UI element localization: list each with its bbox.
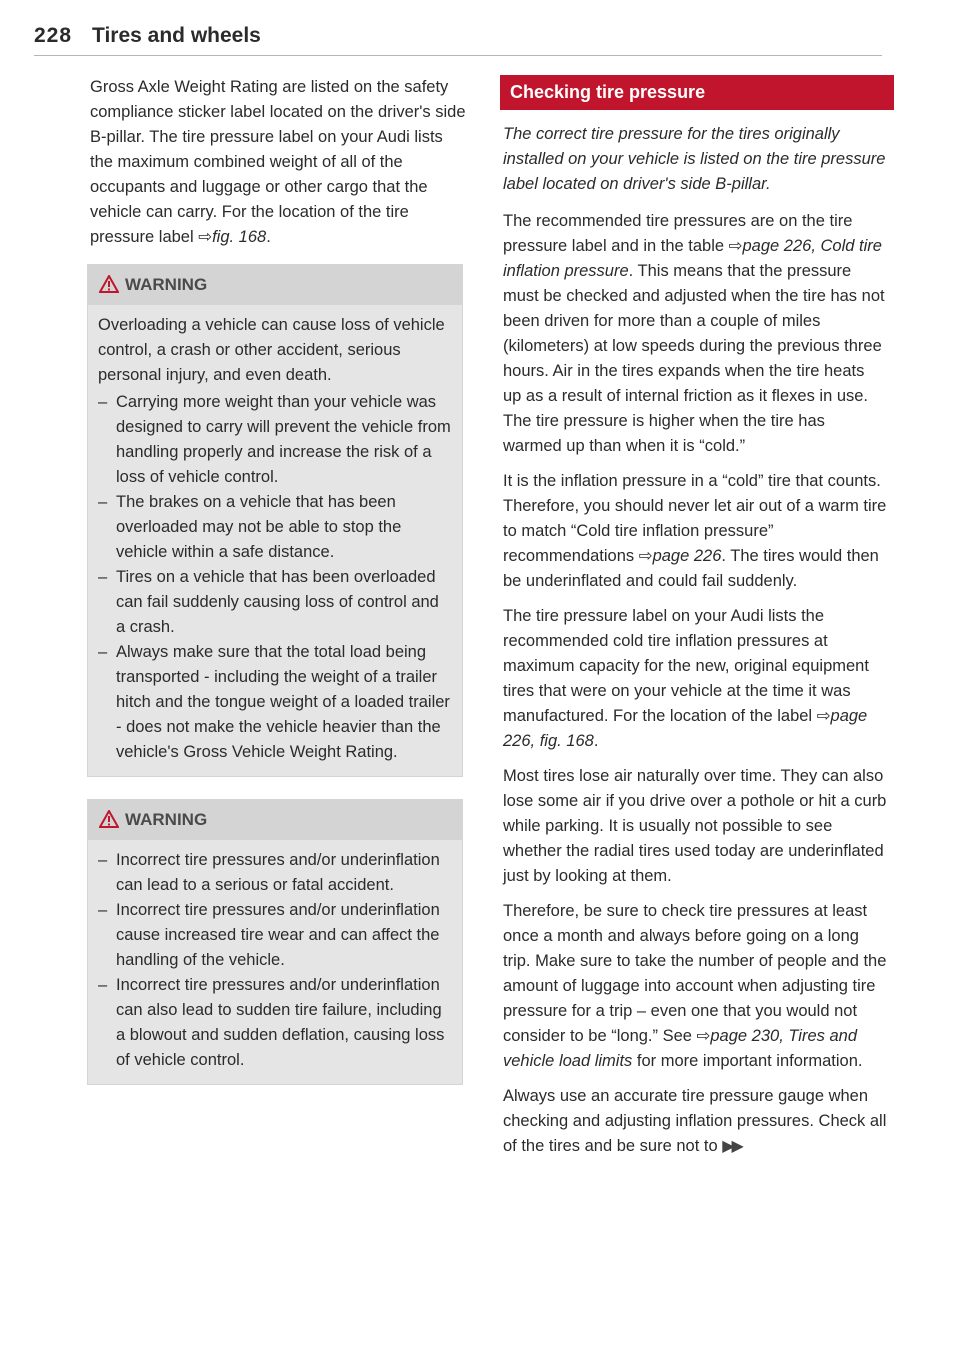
section-title: Checking tire pressure xyxy=(500,75,894,110)
arrow-right-icon: ⇨ xyxy=(696,1027,711,1045)
cross-reference-link[interactable]: ⇨page 226, Cold tire inflation pressure xyxy=(503,237,882,280)
list-item: – Always make sure that the total load being transported - including the weight of a trailer hitch and the tongue weight of a loaded trailer - does not make the vehicle heavier than the vehicle's Gross Vehicle Weight Rating. xyxy=(98,643,450,761)
body-paragraph: Always use an accurate tire pressure gauge when checking and adjusting inflation pressures. Check all of the tires and be sure not to ▶▶ xyxy=(503,1087,887,1155)
warning-box xyxy=(87,799,463,1085)
list-item: – Tires on a vehicle that has been overloaded can fail suddenly causing loss of control and a crash. xyxy=(98,568,439,636)
warning-list xyxy=(98,390,452,765)
cross-reference-link[interactable]: ⇨page 226 xyxy=(638,547,722,565)
list-item: – Incorrect tire pressures and/or underinflation can lead to a serious or fatal accident. xyxy=(98,851,440,894)
arrow-right-icon: ⇨ xyxy=(816,707,831,725)
warning-header xyxy=(88,800,462,840)
warning-title: WARNING xyxy=(125,810,208,829)
header-rule xyxy=(34,55,882,56)
arrow-right-icon: ⇨ xyxy=(198,228,213,246)
section-intro: The correct tire pressure for the tires originally installed on your vehicle is listed on the tire pressure label located on driver's side B-pillar. xyxy=(503,125,886,193)
cross-reference-link[interactable]: ⇨page 226, fig. 168 xyxy=(503,707,868,750)
reference-text: fig. 168 xyxy=(212,228,267,246)
left-column xyxy=(90,75,466,1085)
warning-box xyxy=(87,264,463,777)
chapter-title: Tires and wheels xyxy=(92,24,261,47)
warning-list xyxy=(98,848,452,1073)
page-number: 228 xyxy=(34,24,73,47)
paragraph-text: Gross Axle Weight Rating are listed on the safety compliance sticker label located on the driver's side B-pillar. The tire pressure label on your Audi lists the maximum combined weight of all of the occupants and luggage or other cargo that the vehicle can carry. For the location of the tire pressure label xyxy=(90,78,466,246)
page-header xyxy=(34,22,882,58)
right-column xyxy=(503,75,887,1169)
body-paragraph xyxy=(90,75,466,250)
warning-title: WARNING xyxy=(125,275,208,294)
list-item: – Incorrect tire pressures and/or underinflation cause increased tire wear and can affect the handling of the vehicle. xyxy=(98,901,440,969)
list-item: – The brakes on a vehicle that has been overloaded may not be able to stop the vehicle within a safe distance. xyxy=(98,493,402,561)
body-paragraph: The tire pressure label on your Audi lists the recommended cold tire inflation pressures at maximum capacity for the new, original equipment tires that were on your vehicle at the time it was manufactured. For the location of the label ⇨page 226, fig. 168. xyxy=(503,607,869,750)
warning-triangle-icon xyxy=(99,275,119,293)
body-paragraph: It is the inflation pressure in a “cold” tire that counts. Therefore, you should never let air out of a warm tire to match “Cold tire inflation pressure” recommendations ⇨page 226. The tires would then be underinflated and could fail suddenly. xyxy=(503,472,887,590)
cross-reference-link[interactable] xyxy=(198,228,266,246)
arrow-right-icon: ⇨ xyxy=(728,237,743,255)
continue-arrow-icon: ▶▶ xyxy=(722,1138,741,1155)
arrow-right-icon: ⇨ xyxy=(638,547,653,565)
warning-intro: Overloading a vehicle can cause loss of vehicle control, a crash or other accident, serious personal injury, and even death. xyxy=(98,316,445,384)
list-item: – Incorrect tire pressures and/or underinflation can also lead to sudden tire failure, including a blowout and sudden deflation, causing loss of vehicle control. xyxy=(98,976,445,1069)
body-paragraph: Most tires lose air naturally over time. They can also lose some air if you drive over a pothole or hit a curb while parking. It is usually not possible to see whether the radial tires used today are underinflated just by looking at them. xyxy=(503,767,887,885)
warning-header xyxy=(88,265,462,305)
paragraph-text: . xyxy=(266,228,271,246)
body-paragraph: Therefore, be sure to check tire pressures at least once a month and always before going on a long trip. Make sure to take the number of people and the amount of luggage into account when adjusting tire pressure for a trip – even one that you would not consider to be “long.” See ⇨page 230, Tires and vehicle load limits for more important information. xyxy=(503,902,887,1070)
cross-reference-link[interactable]: ⇨page 230, Tires and vehicle load limits xyxy=(503,1027,857,1070)
list-item: – Carrying more weight than your vehicle was designed to carry will prevent the vehicle from handling properly and increase the risk of a loss of vehicle control. xyxy=(98,393,451,486)
body-paragraph: The recommended tire pressures are on the tire pressure label and in the table ⇨page 226, Cold tire inflation pressure. This means that the pressure must be checked and adjusted when the tire has not been driven for more than a couple of miles (kilometers) at low speeds during the previous three hours. Air in the tires expands when the tire heats up as a result of internal friction as it flexes in use. The tire pressure is higher when the tire has warmed up than when it is “cold.” xyxy=(503,212,885,455)
warning-triangle-icon xyxy=(99,810,119,828)
